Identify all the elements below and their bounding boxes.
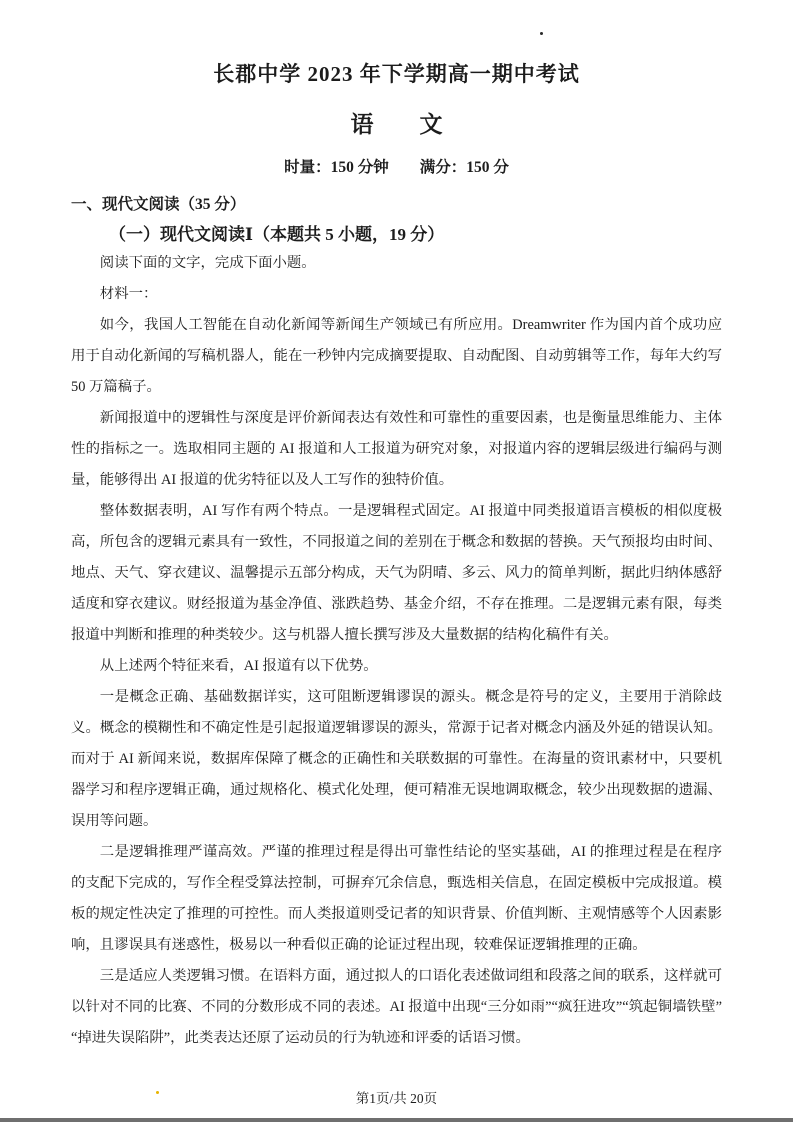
passage-paragraph: 从上述两个特征来看，AI 报道有以下优势。 — [99, 658, 378, 674]
exam-title: 长郡中学 2023 年下学期高一期中考试 — [213, 62, 580, 86]
passage-paragraph: 新闻报道中的逻辑性与深度是评价新闻表达有效性和可靠性的重要因素，也是衡量思维能力、主体性的指标之一。选取相同主题的 AI 报道和人工报道为研究对象，对报道内容的逻辑层级进行编码与测量，能够得出 AI 报道的优劣特征以及人工写作的独特价值。 — [71, 410, 722, 488]
ink-speck-top — [540, 32, 543, 35]
exam-header — [0, 0, 793, 179]
material-one-label: 材料一： — [99, 286, 158, 302]
exam-duration-score: 时量：150 分钟 满分：150 分 — [284, 159, 509, 176]
reading-instruction: 阅读下面的文字，完成下面小题。 — [99, 255, 316, 271]
passage-paragraph: 如今，我国人工智能在自动化新闻等新闻生产领域已有所应用。Dreamwriter 作为国内首个成功应用于自动化新闻的写稿机器人，能在一秒钟内完成摘要提取、自动配图、自动剪辑等工作，每年大约写 50 万篇稿子。 — [71, 317, 722, 395]
passage-paragraph: 整体数据表明，AI 写作有两个特点。一是逻辑程式固定。AI 报道中同类报道语言模板的相似度极高，所包含的逻辑元素具有一致性，不同报道之间的差别在于概念和数据的替换。天气预报均由时间、地点、天气、穿衣建议、温馨提示五部分构成，天气为阴晴、多云、风力的简单判断，据此归纳体感舒适度和穿衣建议。财经报道为基金净值、涨跌趋势、基金介绍，不存在推理。二是逻辑元素有限，每类报道中判断和推理的种类较少。这与机器人擅长撰写涉及大量数据的结构化稿件有关。 — [71, 503, 722, 643]
page-number-indicator: 第1页/共 20页 — [355, 1091, 438, 1106]
passage-paragraph: 三是适应人类逻辑习惯。在语料方面，通过拟人的口语化表述做词组和段落之间的联系，这样就可以针对不同的比赛、不同的分数形成不同的表述。AI 报道中出现“三分如雨”“疯狂进攻”“筑起铜墙铁壁”“掉进失误陷阱”，此类表达还原了运动员的行为轨迹和评委的话语习惯。 — [71, 968, 722, 1046]
subject-title: 语 文 — [350, 112, 443, 137]
passage-paragraph: 二是逻辑推理严谨高效。严谨的推理过程是得出可靠性结论的坚实基础，AI 的推理过程是在程序的支配下完成的，写作全程受算法控制，可摒弃冗余信息，甄选相关信息，在固定模板中完成报道。模板的规定性决定了推理的可控性。而人类报道则受记者的知识背景、价值判断、主观情感等个人因素影响，且谬误具有迷惑性，极易以一种看似正确的论证过程出现，较难保证逻辑推理的正确。 — [71, 844, 722, 953]
subsection-heading-reading-1: （一）现代文阅读Ⅰ（本题共 5 小题，19 分） — [109, 225, 445, 244]
exam-body — [71, 193, 722, 1054]
passage-paragraph: 一是概念正确、基础数据详实，这可阻断逻辑谬误的源头。概念是符号的定义，主要用于消除歧义。概念的模糊性和不确定性是引起报道逻辑谬误的源头，常源于记者对概念内涵及外延的错误认知。而对于 AI 新闻来说，数据库保障了概念的正确性和关联数据的可靠性。在海量的资讯素材中，只要机器学习和程序逻辑正确，通过规格化、模式化处理，便可精准无误地调取概念，较少出现数据的遗漏、误用等问题。 — [71, 689, 722, 829]
ink-speck-bottom — [156, 1091, 159, 1094]
bottom-border-bar — [0, 1118, 793, 1122]
reading-passage — [71, 248, 722, 1054]
section-heading-modern-reading: 一、现代文阅读（35 分） — [71, 196, 246, 213]
